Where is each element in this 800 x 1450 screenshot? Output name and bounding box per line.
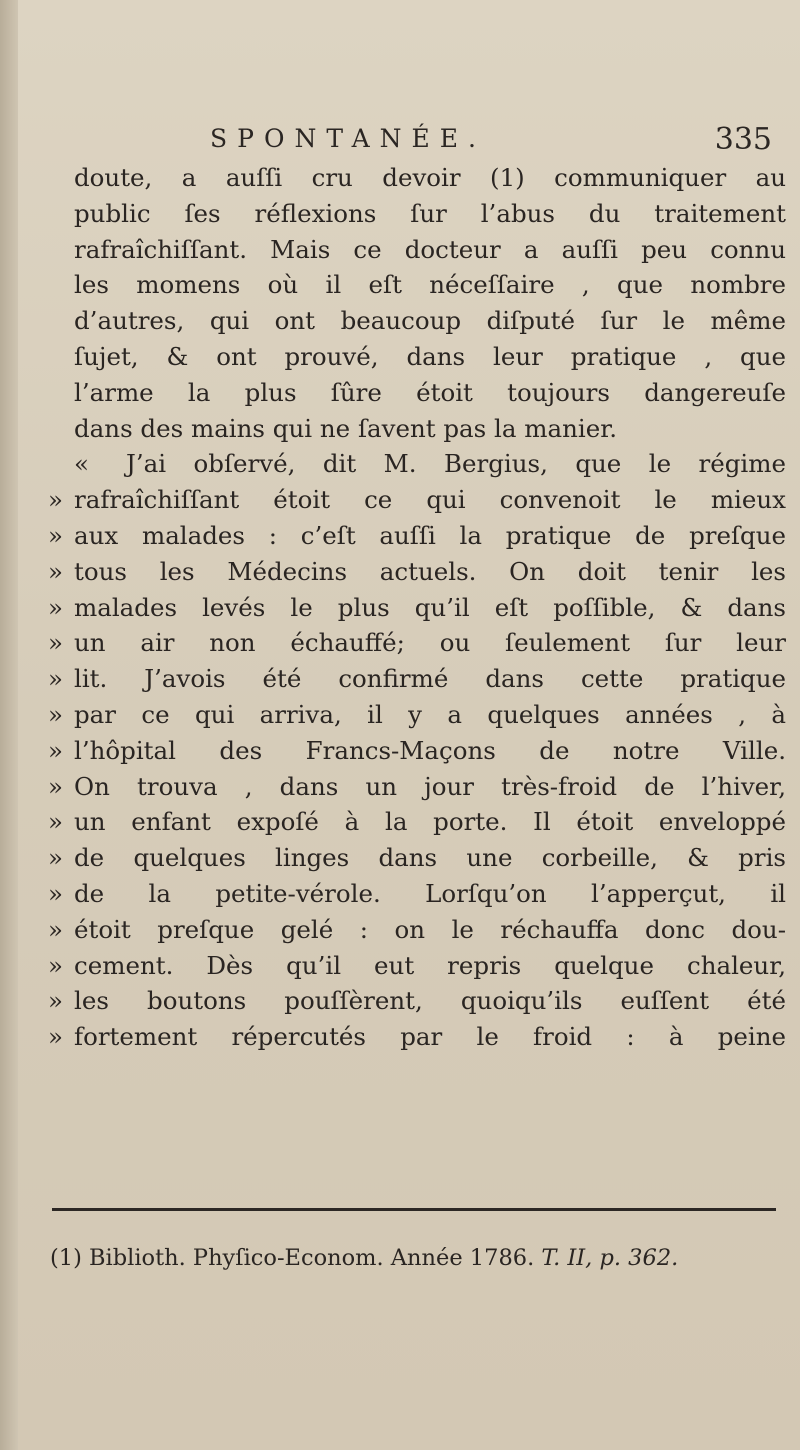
quote-mark: »: [48, 628, 63, 658]
line-text: les boutons pouſſèrent, quoiqu’ils euſſent été: [74, 986, 786, 1016]
text-line: [48, 160, 786, 196]
body-text: [48, 160, 786, 1055]
line-text: J’ai obſervé, dit M. Bergius, que le régime: [126, 449, 786, 479]
text-line: [48, 983, 786, 1019]
line-text: cement. Dès qu’il eut repris quelque chaleur,: [74, 950, 786, 980]
text-line: [48, 840, 786, 876]
quote-mark: »: [48, 699, 63, 729]
quote-mark: »: [48, 771, 63, 801]
text-line: [48, 590, 786, 626]
text-line: [48, 339, 786, 375]
page-number: 335: [714, 122, 772, 157]
line-text: rafraîchiſſant étoit ce qui convenoit le mieux: [74, 485, 786, 515]
quote-mark: »: [48, 878, 63, 908]
footnote-rule: [52, 1208, 776, 1211]
quote-mark: [48, 267, 74, 303]
quote-mark: [48, 232, 74, 268]
quote-mark: »: [48, 986, 63, 1016]
text-line: [48, 912, 786, 948]
footnote-text: (1) Biblioth. Phyſico-Econom. Année 1786.: [50, 1245, 535, 1271]
quote-mark: »: [48, 843, 63, 873]
line-text: rafraîchiſſant. Mais ce docteur a auſſi peu connu: [74, 234, 786, 264]
line-text: aux malades : c’eſt auſſi la pratique de preſque: [74, 520, 786, 550]
quote-mark: »: [48, 735, 63, 765]
text-line: [48, 948, 786, 984]
quote-mark: [48, 411, 74, 447]
text-line: [48, 267, 786, 303]
text-line: [48, 733, 786, 769]
quote-mark: «: [74, 449, 89, 479]
line-text: malades levés le plus qu’il eſt poſſible, & dans: [74, 592, 786, 622]
text-line: [48, 554, 786, 590]
line-text: fortement répercutés par le froid : à peine: [74, 1022, 786, 1052]
text-line: [48, 625, 786, 661]
quote-mark: »: [48, 556, 63, 586]
text-line: [48, 697, 786, 733]
text-line: [48, 518, 786, 554]
running-head: SPONTANÉE.: [210, 124, 487, 153]
text-line: [48, 303, 786, 339]
line-text: lit. J’avois été confirmé dans cette pratique: [74, 664, 786, 694]
text-line: [48, 769, 786, 805]
quote-mark: »: [48, 914, 63, 944]
page-edge-shadow: [0, 0, 18, 1450]
quote-mark: »: [48, 485, 63, 515]
line-text: un air non échauffé; ou ſeulement ſur leur: [74, 628, 786, 658]
text-line: [48, 1019, 786, 1055]
line-text: l’hôpital des Francs-Maçons de notre Ville.: [74, 735, 786, 765]
line-text: public ſes réflexions ſur l’abus du traitement: [74, 198, 786, 228]
text-line: [48, 411, 786, 447]
line-text: un enfant expoſé à la porte. Il étoit enveloppé: [74, 807, 786, 837]
text-line: [48, 232, 786, 268]
line-text: les momens où il eſt néceſſaire , que nombre: [74, 270, 786, 300]
quote-mark: »: [48, 592, 63, 622]
line-text: étoit preſque gelé : on le réchauffa donc dou-: [74, 914, 786, 944]
quote-mark: »: [48, 1022, 63, 1052]
line-text: d’autres, qui ont beaucoup diſputé ſur le même: [74, 306, 786, 336]
quote-mark: [48, 339, 74, 375]
line-text: dans des mains qui ne ſavent pas la manier.: [74, 413, 618, 443]
line-text: l’arme la plus ſûre étoit toujours dangereuſe: [74, 377, 786, 407]
footnote: [50, 1245, 790, 1271]
footnote-reference: T. II, p. 362.: [541, 1245, 679, 1271]
quote-mark: »: [48, 807, 63, 837]
line-text: ſujet, & ont prouvé, dans leur pratique , que: [74, 341, 786, 371]
text-line: [48, 804, 786, 840]
text-line: [48, 375, 786, 411]
text-line: [48, 196, 786, 232]
quote-mark: »: [48, 664, 63, 694]
line-text: de la petite-vérole. Lorſqu’on l’apperçut, il: [74, 878, 786, 908]
quote-mark: [48, 375, 74, 411]
page-header: [210, 118, 780, 162]
line-text: On trouva , dans un jour très-froid de l’hiver,: [74, 771, 786, 801]
quote-mark: »: [48, 520, 63, 550]
line-text: par ce qui arriva, il y a quelques années , à: [74, 699, 786, 729]
line-text: de quelques linges dans une corbeille, & pris: [74, 843, 786, 873]
text-line: [48, 661, 786, 697]
text-line: [48, 876, 786, 912]
quote-mark: [48, 303, 74, 339]
text-line: [48, 482, 786, 518]
line-text: tous les Médecins actuels. On doit tenir les: [74, 556, 786, 586]
text-line: [48, 446, 786, 482]
quote-mark: [48, 196, 74, 232]
quote-mark: [48, 160, 74, 196]
quote-mark: »: [48, 950, 63, 980]
line-text: doute, a auſſi cru devoir (1) communiquer au: [74, 163, 786, 192]
